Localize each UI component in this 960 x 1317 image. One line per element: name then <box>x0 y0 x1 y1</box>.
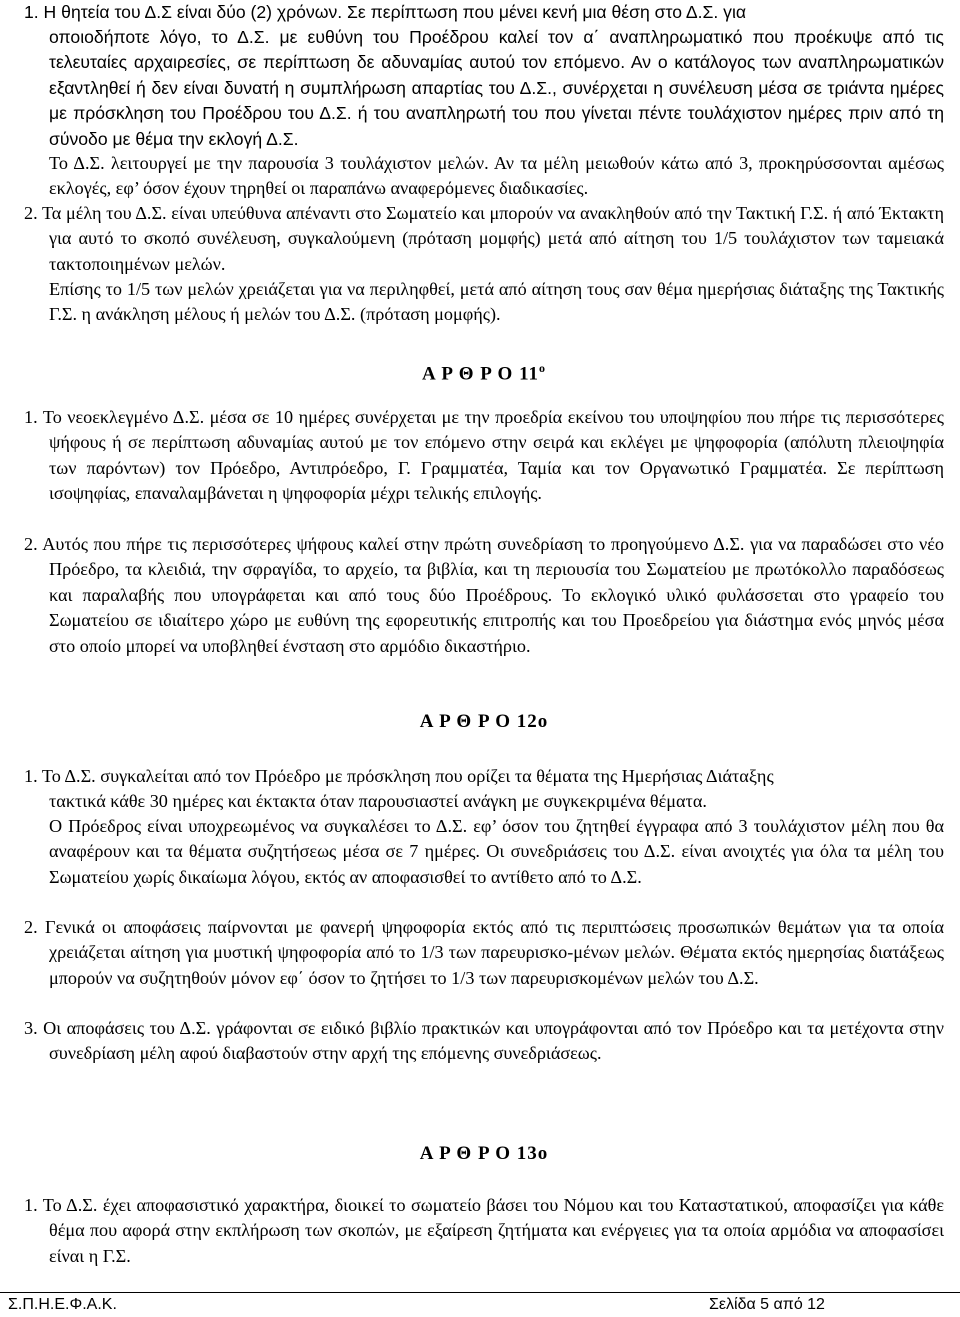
article-13-heading: Α Ρ Θ Ρ Ο 13ο <box>419 1143 549 1164</box>
paragraph-term-line1: 1. Η θητεία του Δ.Σ είναι δύο (2) χρόνων. Σε περίπτωση που μένει κενή μια θέση στο Δ.Σ. για <box>24 2 747 22</box>
footer-organization: Σ.Π.Η.Ε.Φ.Α.Κ. <box>8 1296 117 1313</box>
paragraph-recall: 2. Τα μέλη του Δ.Σ. είναι υπεύθυνα απέναντι στο Σωματείο και μπορούν να ανακληθούν από την Τακτική Γ.Σ. ή από Έκτακτη για αυτό το σκοπό συνέλευση, συγκαλούμενη (πρόταση μομφής) μετά από αίτηση του 1/5 τουλάχιστον των ταμειακά τακτοποιημένων μελών. <box>24 203 944 274</box>
page-footer <box>0 1294 960 1317</box>
article-12-paragraph-1-line1: 1. Το Δ.Σ. συγκαλείται από τον Πρόεδρο με πρόσκληση που ορίζει τα θέματα της Ημερήσιας Διάταξης <box>24 766 774 786</box>
article-13-paragraph-1: 1. Το Δ.Σ. έχει αποφασιστικό χαρακτήρα, διοικεί το σωματείο βάσει του Νόμου και του Καταστατικού, αποφασίζει για κάθε θέμα που αφορά στην εκπλήρωση των σκοπών, με εξαίρεση ζητήματα και ενέργειες για τα οποία αρμόδια να αποφασίσει είναι η Γ.Σ. <box>24 1195 944 1266</box>
article-12-paragraph-3: 3. Οι αποφάσεις του Δ.Σ. γράφονται σε ειδικό βιβλίο πρακτικών και υπογράφονται από τον Πρόεδρο και τα μετέχοντα στην συνεδρίαση μέλη αφού διαβαστούν στην αρχή της επόμενης συνεδριάσεως. <box>24 1018 944 1064</box>
paragraph-quorum: Το Δ.Σ. λειτουργεί με την παρουσία 3 τουλάχιστον μελών. Αν τα μέλη μειωθούν κάτω από 3, προκηρύσσονται αμέσως εκλογές, εφ’ όσον έχουν τηρηθεί οι παραπάνω αναφερόμενες διαδικασίες. <box>49 153 944 199</box>
article-11-paragraph-1: 1. Το νεοεκλεγμένο Δ.Σ. μέσα σε 10 ημέρες συνέρχεται με την προεδρία εκείνου του υποψηφίου που πήρε τις περισσότερες ψήφους ή σε περίπτωση αδυναμίας αυτού με τον επόμενο στην σειρά και εκλέγει με ψηφοφορία (απόλυτη πλειοψηφία των παρόντων) τον Πρόεδρο, Αντιπρόεδρο, Γ. Γραμματέα, Ταμία και τον Οργανωτικό Γραμματέα. Σε περίπτωση ισοψηφίας, επαναλαμβάνεται η ψηφοφορία μέχρι τελικής επιλογής. <box>24 407 944 504</box>
article-12-heading: Α Ρ Θ Ρ Ο 12ο <box>419 711 549 732</box>
footer-page-number: Σελίδα 5 από 12 <box>709 1296 825 1313</box>
footer-divider <box>0 1292 960 1293</box>
article-11-paragraph-2: 2. Αυτός που πήρε τις περισσότερες ψήφους καλεί στην πρώτη συνεδρίαση το προηγούμενο Δ.Σ. για να παραδώσει στο νέο Πρόεδρο, τα κλειδιά, την σφραγίδα, το αρχείο, τα βιβλία, και τη περιουσία του Σωματείου με πρωτόκολλο παραδόσεως και παραλαβής που υπογράφεται και από τους δύο Προέδρους. Το εκλογικό υλικό φυλάσσεται στο γραφείο του Σωματείου σε ιδιαίτερο χώρο με ευθύνη της εφορευτικής επιτροπής και του Προεδρείου για διάστημα ενός μηνός μέσα στο οποίο μπορεί να υποβληθεί ένσταση στο αρμόδιο δικαστήριο. <box>24 534 944 656</box>
article-12-paragraph-2: 2. Γενικά οι αποφάσεις παίρνονται με φανερή ψηφοφορία εκτός από τις περιπτώσεις προσωπικών θεμάτων για τα οποία χρειάζεται αίτηση για μυστική ψηφοφορία από το 1/3 των παρευρισκο-μένων μελών. Θέματα εκτός ημερησίας διατάξεως μπορούν να συζητηθούν μόνον εφ΄ όσον το ζητήσει το 1/3 των παρευρισκομένων μελών του Δ.Σ. <box>24 917 944 988</box>
article-12-paragraph-1-cont: Ο Πρόεδρος είναι υποχρεωμένος να συγκαλέσει το Δ.Σ. εφ’ όσον του ζητηθεί έγγραφα από 3 τουλάχιστον μέλη που θα αναφέρουν και τα θέματα συζητήσεως μέσα σε 7 ημέρες. Οι συνεδριάσεις του Δ.Σ. είναι ανοιχτές για όλα τα μέλη του Σωματείου χωρίς δικαίωμα λόγου, εκτός αν αποφασισθεί το αντίθετο από το Δ.Σ. <box>49 816 944 887</box>
paragraph-term-rest: οποιοδήποτε λόγο, το Δ.Σ. με ευθύνη του Προέδρου καλεί τον α΄ αναπληρωματικό που προέκυψε από τις τελευταίες αρχαιρεσίες, σε περίπτωση δε αδυναμίας αυτού τον επόμενο. Αν ο κατάλογος των αναπληρωματικών εξαντληθεί ή δεν είναι δυνατή η συμπλήρωση απαρτίας του Δ.Σ., συνέρχεται η συνέλευση μέσα σε τριάντα ημέρες με πρόσκληση του Προέδρου του Δ.Σ. ή του αναπληρωτή του που γίνεται πέντε τουλάχιστον ημέρες πριν από τη σύνοδο με θέμα την εκλογή Δ.Σ. <box>49 27 944 149</box>
article-12-paragraph-1-line2: τακτικά κάθε 30 ημέρες και έκτακτα όταν παρουσιαστεί ανάγκη με συγκεκριμένα θέματα. <box>49 791 707 811</box>
paragraph-recall-agenda: Επίσης το 1/5 των μελών χρειάζεται για να περιληφθεί, μετά από αίτηση τους σαν θέμα ημερήσιας διάταξης της Τακτικής Γ.Σ. η ανάκληση μέλους ή μελών του Δ.Σ. (πρόταση μομφής). <box>49 279 944 325</box>
article-11-heading: Α Ρ Θ Ρ Ο $11^o$ <box>421 361 547 385</box>
